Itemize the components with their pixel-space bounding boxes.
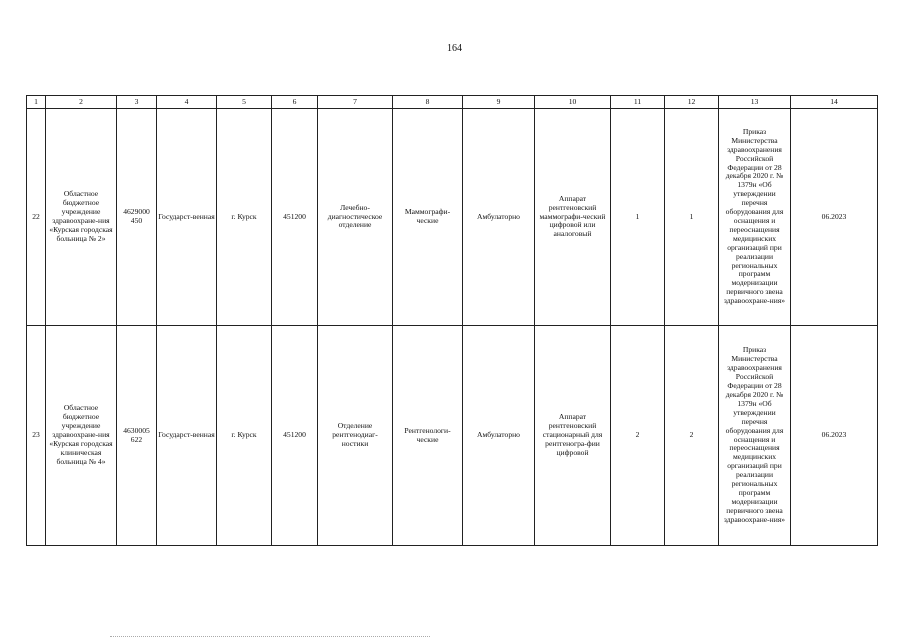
- header-cell: 5: [217, 96, 272, 109]
- header-cell: 12: [665, 96, 719, 109]
- care-type-cell: Амбулаторно: [463, 326, 535, 546]
- order-cell: Приказ Министерства здравоохранения Российской Федерации от 28 декабря 2020 г. № 1379н «Об утверждении перечня оборудования для оснащения и переоснащения медицинских организаций при реализации региональных программ модернизации первичного звена здравоохране-ния»: [719, 109, 791, 326]
- header-cell: 10: [535, 96, 611, 109]
- row-number: 23: [27, 326, 46, 546]
- header-cell: 8: [393, 96, 463, 109]
- page-number: 164: [447, 43, 462, 54]
- row-number: 22: [27, 109, 46, 326]
- city-cell: г. Курск: [217, 109, 272, 326]
- equipment-cell: Аппарат рентгеновский маммографи-ческий цифровой или аналоговый: [535, 109, 611, 326]
- organization-cell: Областное бюджетное учреждение здравоохране-ния «Курская городская клиническая больница № 4»: [46, 326, 117, 546]
- equipment-cell: Аппарат рентгеновский стационарный для рентгеногра-фии цифровой: [535, 326, 611, 546]
- ownership-cell: Государст-венная: [157, 109, 217, 326]
- header-cell: 6: [272, 96, 318, 109]
- header-cell: 14: [791, 96, 878, 109]
- organization-cell: Областное бюджетное учреждение здравоохране-ния «Курская городская больница № 2»: [46, 109, 117, 326]
- table-row: [27, 109, 878, 326]
- care-type-cell: Амбулаторно: [463, 109, 535, 326]
- equipment-table: [26, 95, 878, 546]
- quantity-cell: 2: [665, 326, 719, 546]
- ownership-cell: Государст-венная: [157, 326, 217, 546]
- header-cell: 11: [611, 96, 665, 109]
- profile-cell: Маммографи-ческие: [393, 109, 463, 326]
- scan-artifact-line: [110, 636, 430, 638]
- quantity-cell: 1: [665, 109, 719, 326]
- quantity-cell: 1: [611, 109, 665, 326]
- header-cell: 3: [117, 96, 157, 109]
- header-cell: 2: [46, 96, 117, 109]
- order-cell: Приказ Министерства здравоохранения Российской Федерации от 28 декабря 2020 г. № 1379н «Об утверждении перечня оборудования для оснащения и переоснащения медицинских организаций при реализации региональных программ модернизации первичного звена здравоохране-ния»: [719, 326, 791, 546]
- code-cell: 451200: [272, 326, 318, 546]
- inn-cell: 4629000 450: [117, 109, 157, 326]
- department-cell: Отделение рентгенодиаг-ностики: [318, 326, 393, 546]
- header-cell: 13: [719, 96, 791, 109]
- date-cell: 06.2023: [791, 326, 878, 546]
- profile-cell: Рентгенологи-ческие: [393, 326, 463, 546]
- department-cell: Лечебно-диагностическое отделение: [318, 109, 393, 326]
- city-cell: г. Курск: [217, 326, 272, 546]
- header-cell: 1: [27, 96, 46, 109]
- code-cell: 451200: [272, 109, 318, 326]
- table-header-row: [27, 96, 878, 109]
- table-row: [27, 326, 878, 546]
- header-cell: 9: [463, 96, 535, 109]
- header-cell: 4: [157, 96, 217, 109]
- inn-cell: 4630005 622: [117, 326, 157, 546]
- date-cell: 06.2023: [791, 109, 878, 326]
- header-cell: 7: [318, 96, 393, 109]
- quantity-cell: 2: [611, 326, 665, 546]
